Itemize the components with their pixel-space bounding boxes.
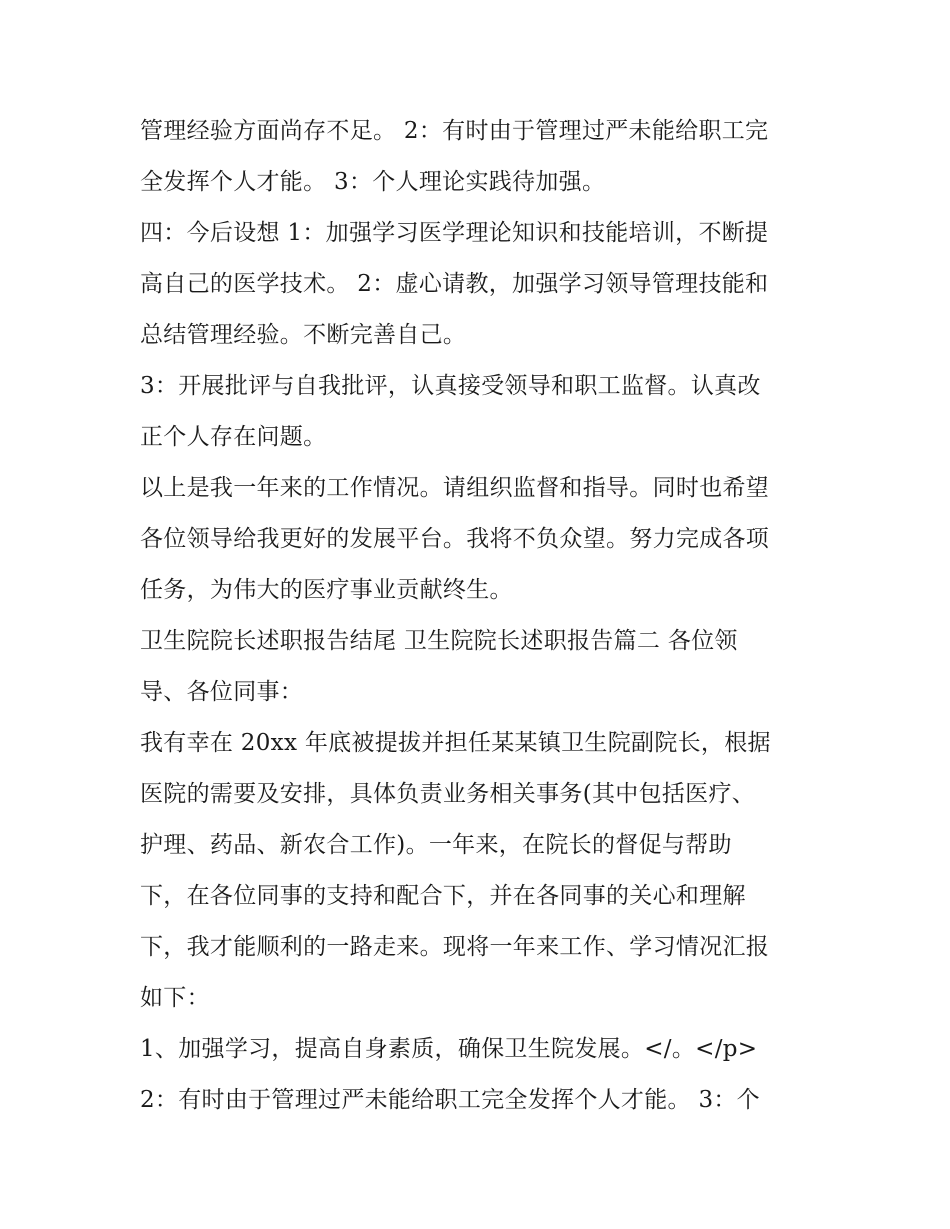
text-line: 导、各位同事：	[140, 679, 304, 705]
text-line: 高自己的医学技术。 2：虚心请教，加强学习领导管理技能和	[140, 271, 769, 297]
text-line: 2：有时由于管理过严未能给职工完全发挥个人才能。 3：个	[140, 1087, 760, 1113]
text-line: 如下：	[140, 985, 210, 1011]
text-line: 卫生院院长述职报告结尾 卫生院院长述职报告篇二 各位领	[140, 628, 738, 654]
text-line: 四：今后设想 1：加强学习医学理论知识和技能培训，不断提	[140, 220, 769, 246]
text-line: 各位领导给我更好的发展平台。我将不负众望。努力完成各项	[140, 526, 770, 552]
document-body	[140, 106, 830, 1126]
text-line: 管理经验方面尚存不足。 2：有时由于管理过严未能给职工完	[140, 118, 769, 144]
text-line: 以上是我一年来的工作情况。请组织监督和指导。同时也希望	[140, 475, 770, 501]
text-line: 我有幸在 20xx 年底被提拔并担任某某镇卫生院副院长，根据	[140, 730, 771, 756]
text-line: 医院的需要及安排，具体负责业务相关事务(其中包括医疗、	[140, 781, 756, 807]
text-line: 下，在各位同事的支持和配合下，并在各同事的关心和理解	[140, 883, 746, 909]
text-line: 全发挥个人才能。 3：个人理论实践待加强。	[140, 169, 606, 195]
text-line: 正个人存在问题。	[140, 424, 327, 450]
text-line: 护理、药品、新农合工作)。一年来，在院长的督促与帮助	[140, 832, 732, 858]
text-line: 下，我才能顺利的一路走来。现将一年来工作、学习情况汇报	[140, 934, 770, 960]
text-line: 1、加强学习，提高自身素质，确保卫生院发展。</。</p>	[140, 1036, 758, 1062]
text-line: 3：开展批评与自我批评，认真接受领导和职工监督。认真改	[140, 373, 761, 399]
text-line: 总结管理经验。不断完善自己。	[140, 322, 467, 348]
text-line: 任务，为伟大的医疗事业贡献终生。	[140, 577, 513, 603]
